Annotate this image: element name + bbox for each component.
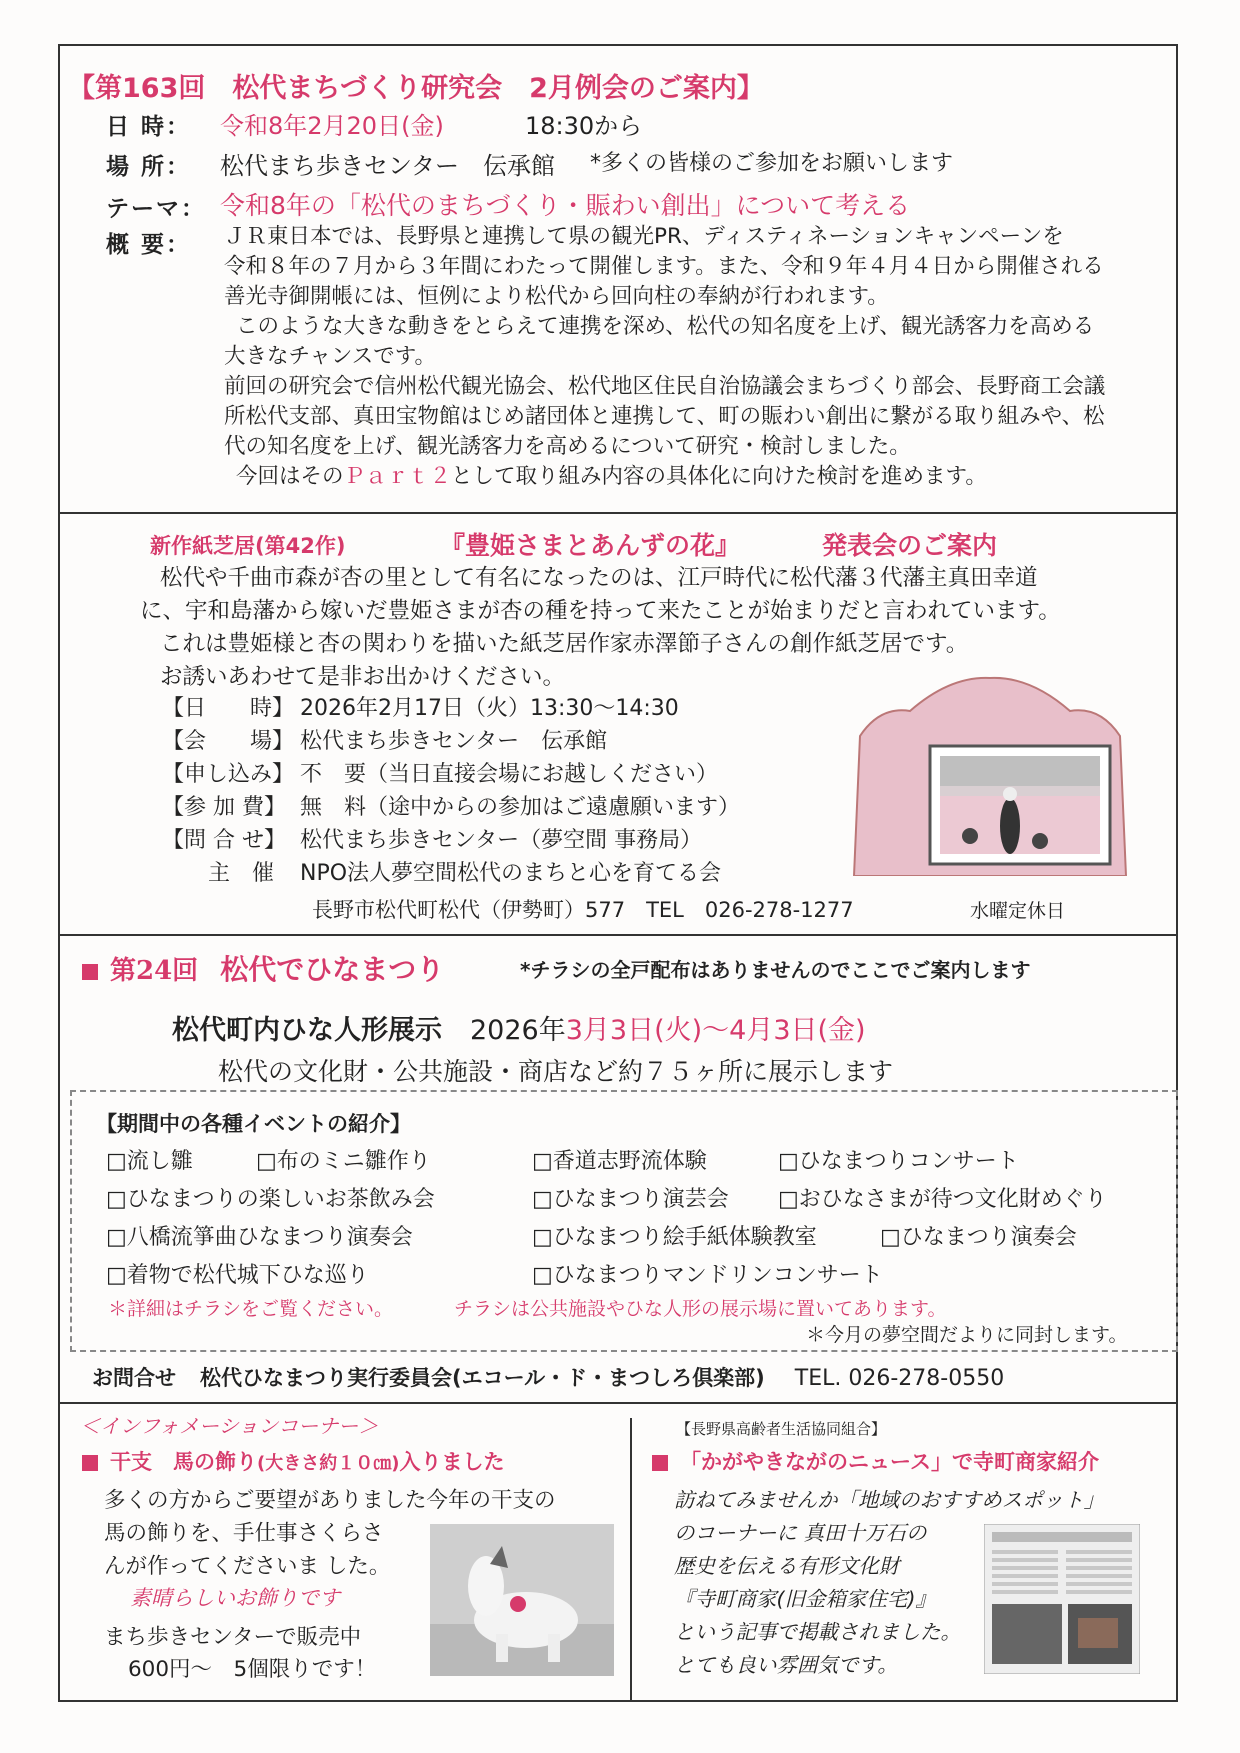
event-item: □香道志野流体験 [532,1149,707,1174]
intro-line: お誘いあわせて是非お出かけください。 [160,664,566,690]
event-item: □ひなまつり演奏会 [880,1225,1077,1250]
info-corner-label: ＜インフォメーションコーナー＞ [80,1414,379,1438]
summary-label: 概 要： [106,232,192,258]
event-item: □ひなまつりの楽しいお茶飲み会 [106,1187,435,1212]
news-line: のコーナーに 真田十万石の [674,1521,927,1545]
kamishibai-intro [140,562,1061,694]
hina-heading: 第24回 松代でひなまつり [82,948,444,988]
news-line: という記事で掲載されました。 [674,1620,961,1644]
news-article-clipping [984,1524,1140,1674]
contact-address: 長野市松代町松代（伊勢町）577 TEL 026-278-1277 [312,898,854,922]
news-title: 「かがやきながのニュース」で寺町商家紹介 [652,1446,1099,1476]
horse-sale: まち歩きセンターで販売中 [104,1625,362,1650]
divider [58,1402,1178,1404]
summary-line: ＪＲ東日本では、長野県と連携して県の観光PR、ディスティネーションキャンペーンを [224,224,1064,249]
divider-vertical [630,1418,632,1702]
event-item: □ひなまつり演芸会 [532,1187,729,1212]
enclosed-note: ＊今月の夢空間だよりに同封します。 [806,1324,1128,1346]
detail-row: 主 催 NPO法人夢空間松代のまちと心を育てる会 [208,861,722,886]
hina-note: *チラシの全戸配布はありませんのでここでご案内します [520,958,1031,982]
news-line: 歴史を伝える有形文化財 [674,1554,900,1578]
theme-value: 令和8年の「松代のまちづくり・賑わい創出」について考える [220,191,911,220]
summary-line: 善光寺御開帳には、恒例により松代から回向柱の奉納が行われます。 [224,284,889,309]
horse-title: 干支 馬の飾り(大きさ約１０㎝)入りました [82,1446,504,1476]
detail-row: 【申し込み】 不 要（当日直接会場にお越しください） [162,762,719,787]
news-line: 『寺町商家(旧金箱家住宅)』 [674,1587,936,1611]
summary-text [224,222,1105,492]
detail-row: 【会 場】 松代まち歩きセンター 伝承館 [162,729,608,754]
detail-row: 【日 時】 2026年2月17日（火）13:30～14:30 [162,696,679,721]
date-label: 日 時： [106,114,192,140]
divider [58,512,1178,514]
summary-line: 所松代支部、真田宝物館はじめ諸団体と連携して、町の賑わい創出に繋がる取り組みや、松 [224,404,1105,429]
divider [58,934,1178,936]
place-note: *多くの皆様のご参加をお願いします [590,151,954,176]
horse-line: 多くの方からご要望がありました今年の干支の [104,1488,556,1513]
event-item: □ひなまつりコンサート [778,1149,1019,1174]
bullet-square [82,964,98,980]
coop-org: 【長野県高齢者生活協同組合】 [676,1420,887,1438]
kamishibai-kicker: 新作紙芝居(第42作) [150,534,346,558]
bullet-square [652,1455,668,1471]
horse-ornament-photo [430,1524,614,1676]
place-label: 場 所： [106,154,192,180]
summary-line: 令和８年の７月から３年間にわたって開催します。また、令和９年４月４日から開催される [224,254,1104,279]
date-time: 18:30から [525,112,643,140]
news-line: とても良い雰囲気です。 [674,1653,898,1677]
summary-line: 代の知名度を上げ、観光誘客力を高めるについて研究・検討しました。 [224,434,911,459]
hina-exhibit: 松代町内ひな人形展示 2026年3月3日(火)～4月3日(金) [172,1015,866,1046]
intro-line: に、宇和島藩から嫁いだ豊姫さまが杏の種を持って来たことが始まりだと言われています。 [140,598,1061,624]
intro-line: これは豊姫様と杏の関わりを描いた紙芝居作家赤澤節子さんの創作紙芝居です。 [160,631,969,657]
events-heading: 【期間中の各種イベントの紹介】 [96,1112,411,1136]
detail-row: 【問 合 せ】 松代まち歩きセンター（夢空間 事務局） [162,828,703,853]
news-line: 訪ねてみませんか「地域のおすすめスポット」 [674,1488,1105,1512]
kamishibai-stage-illustration [840,676,1140,876]
detail-note: ＊詳細はチラシをご覧ください。 [108,1298,394,1320]
event-item: □おひなさまが待つ文化財めぐり [778,1187,1107,1212]
hina-subtitle: 松代の文化財・公共施設・商店など約７５ヶ所に展示します [218,1057,894,1086]
intro-line: 松代や千曲市森が杏の里として有名になったのは、江戸時代に松代藩３代藩主真田幸道 [160,565,1038,591]
event-item: □ひなまつり絵手紙体験教室 [532,1225,817,1250]
event-item: □ひなまつりマンドリンコンサート [532,1263,883,1288]
event-item: □着物で松代城下ひな巡り [106,1263,369,1288]
event-item: □八橋流箏曲ひなまつり演奏会 [106,1225,413,1250]
summary-last-line: 今回はそのＰａｒｔ２として取り組み内容の具体化に向けた検討を進めます。 [236,464,987,489]
summary-line: 前回の研究会で信州松代観光協会、松代地区住民自治協議会まちづくり部会、長野商工会議 [224,374,1106,399]
detail-row: 【参 加 費】 無 料（途中からの参加はご遠慮願います） [162,795,741,820]
kamishibai-title: 『豊姫さまとあんずの花』 [440,531,741,560]
horse-price: 600円～ 5個限りです！ [128,1657,377,1682]
meeting-title: 【第163回 松代まちづくり研究会 2月例会のご案内】 [68,73,764,104]
place-value: 松代まち歩きセンター 伝承館 [220,152,556,180]
date-value: 令和8年2月20日(金) [220,112,444,140]
horse-line: 馬の飾りを、手仕事さくらさ [104,1521,384,1546]
horse-line: んが作ってくださいま した。 [104,1554,391,1579]
kamishibai-details [162,692,740,890]
kamishibai-title-suffix: 発表会のご案内 [822,531,998,560]
closed-day: 水曜定休日 [970,900,1066,922]
summary-line: このような大きな動きをとらえて連携を深め、松代の知名度を上げ、観光誘客力を高める [236,314,1095,339]
event-item: □布のミニ雛作り [256,1149,431,1174]
flyer-note: チラシは公共施設やひな人形の展示場に置いてあります。 [454,1298,947,1320]
event-item: □流し雛 [106,1149,193,1174]
theme-label: テーマ： [106,196,206,222]
summary-line: 大きなチャンスです。 [224,344,436,369]
horse-praise: 素晴らしいお飾りです [130,1586,340,1610]
bullet-square [82,1455,98,1471]
hina-contact: お問合せ 松代ひなまつり実行委員会(エコール・ド・まつしろ倶楽部) TEL. 026-278-0550 [92,1366,1005,1391]
